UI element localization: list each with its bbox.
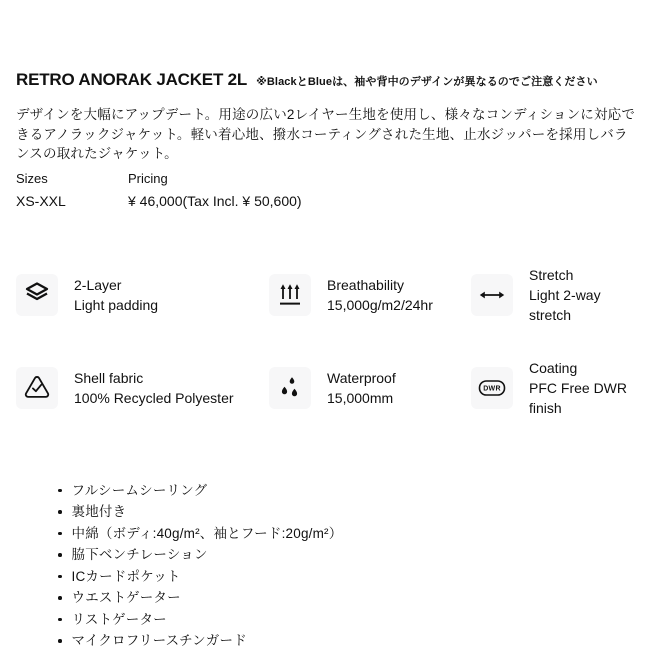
list-item-text: リストゲーター [71, 611, 167, 627]
product-title: RETRO ANORAK JACKET 2L [16, 70, 248, 89]
feature-title: Stretch [529, 266, 574, 283]
feature-subtitle: 100% Recycled Polyester [74, 389, 234, 406]
sizes-value: XS-XXL [16, 192, 66, 209]
feature-stretch [471, 265, 636, 325]
layers-icon [16, 274, 58, 316]
list-item [58, 480, 636, 502]
bullet-icon [58, 510, 62, 514]
feature-title: Breathability [327, 276, 405, 293]
pricing-label: Pricing [128, 170, 168, 186]
water-drops-icon [269, 367, 311, 409]
breathability-arrows-icon [269, 274, 311, 316]
bullet-icon [58, 489, 62, 493]
recycle-check-icon [16, 367, 58, 409]
sizes-column [16, 170, 128, 210]
list-item [58, 566, 636, 588]
bullet-icon [58, 596, 62, 600]
list-item [58, 609, 636, 631]
list-item-text: ICカードポケット [71, 568, 181, 584]
list-item-text: フルシームシーリング [71, 482, 208, 498]
feature-subtitle: 15,000g/m2/24hr [327, 296, 433, 313]
feature-subtitle: Light 2-way stretch [529, 286, 601, 323]
color-variant-note: ※BlackとBlueは、袖や背中のデザインが異なるのでご注意ください [256, 76, 598, 88]
feature-subtitle: Light padding [74, 296, 159, 313]
product-header [16, 71, 636, 89]
feature-2-layer [16, 265, 269, 325]
list-item-text: マイクロフリースチンガード [71, 633, 247, 648]
feature-subtitle: PFC Free DWR finish [529, 379, 627, 416]
feature-title: Waterproof [327, 369, 396, 386]
product-description: デザインを大幅にアップデート。用途の広い2レイヤー生地を使用し、様々なコンディションに対応できるアノラックジャケット。軽い着心地、撥水コーティングされた生地、止水ジッパーを採用しバランスの取れたジャケット。 [16, 107, 636, 161]
list-item-text: 脇下ベンチレーション [71, 547, 208, 562]
dwr-badge-icon [471, 367, 513, 409]
sizes-label: Sizes [16, 170, 48, 186]
list-item [58, 544, 636, 566]
feature-shell-fabric [16, 358, 269, 418]
list-item [58, 523, 636, 545]
feature-waterproof [269, 358, 471, 418]
list-item [58, 630, 636, 652]
feature-title: Shell fabric [74, 369, 144, 386]
stretch-arrows-icon [471, 274, 513, 316]
specs-table [16, 170, 636, 210]
list-item-text: 中綿（ボディ:40g/m²、袖とフード:20g/m²） [71, 525, 343, 541]
list-item-text: 裏地付き [71, 504, 127, 519]
list-item [58, 501, 636, 523]
pricing-value: ¥ 46,000(Tax Incl. ¥ 50,600) [128, 192, 302, 209]
bullet-icon [58, 532, 62, 536]
pricing-column [128, 170, 302, 210]
feature-title: Coating [529, 359, 578, 376]
bullet-icon [58, 618, 62, 622]
bullet-icon [58, 553, 62, 557]
bullet-icon [58, 575, 62, 579]
bullet-icon [58, 639, 62, 643]
list-item-text: ウエストゲーター [71, 590, 181, 605]
feature-details-list [16, 480, 636, 652]
feature-grid [16, 265, 636, 418]
feature-coating [471, 358, 636, 418]
feature-breathability [269, 265, 471, 325]
list-item [58, 587, 636, 609]
dwr-badge-label: DWR [483, 385, 501, 392]
feature-title: 2-Layer [74, 276, 122, 293]
feature-subtitle: 15,000mm [327, 389, 394, 406]
